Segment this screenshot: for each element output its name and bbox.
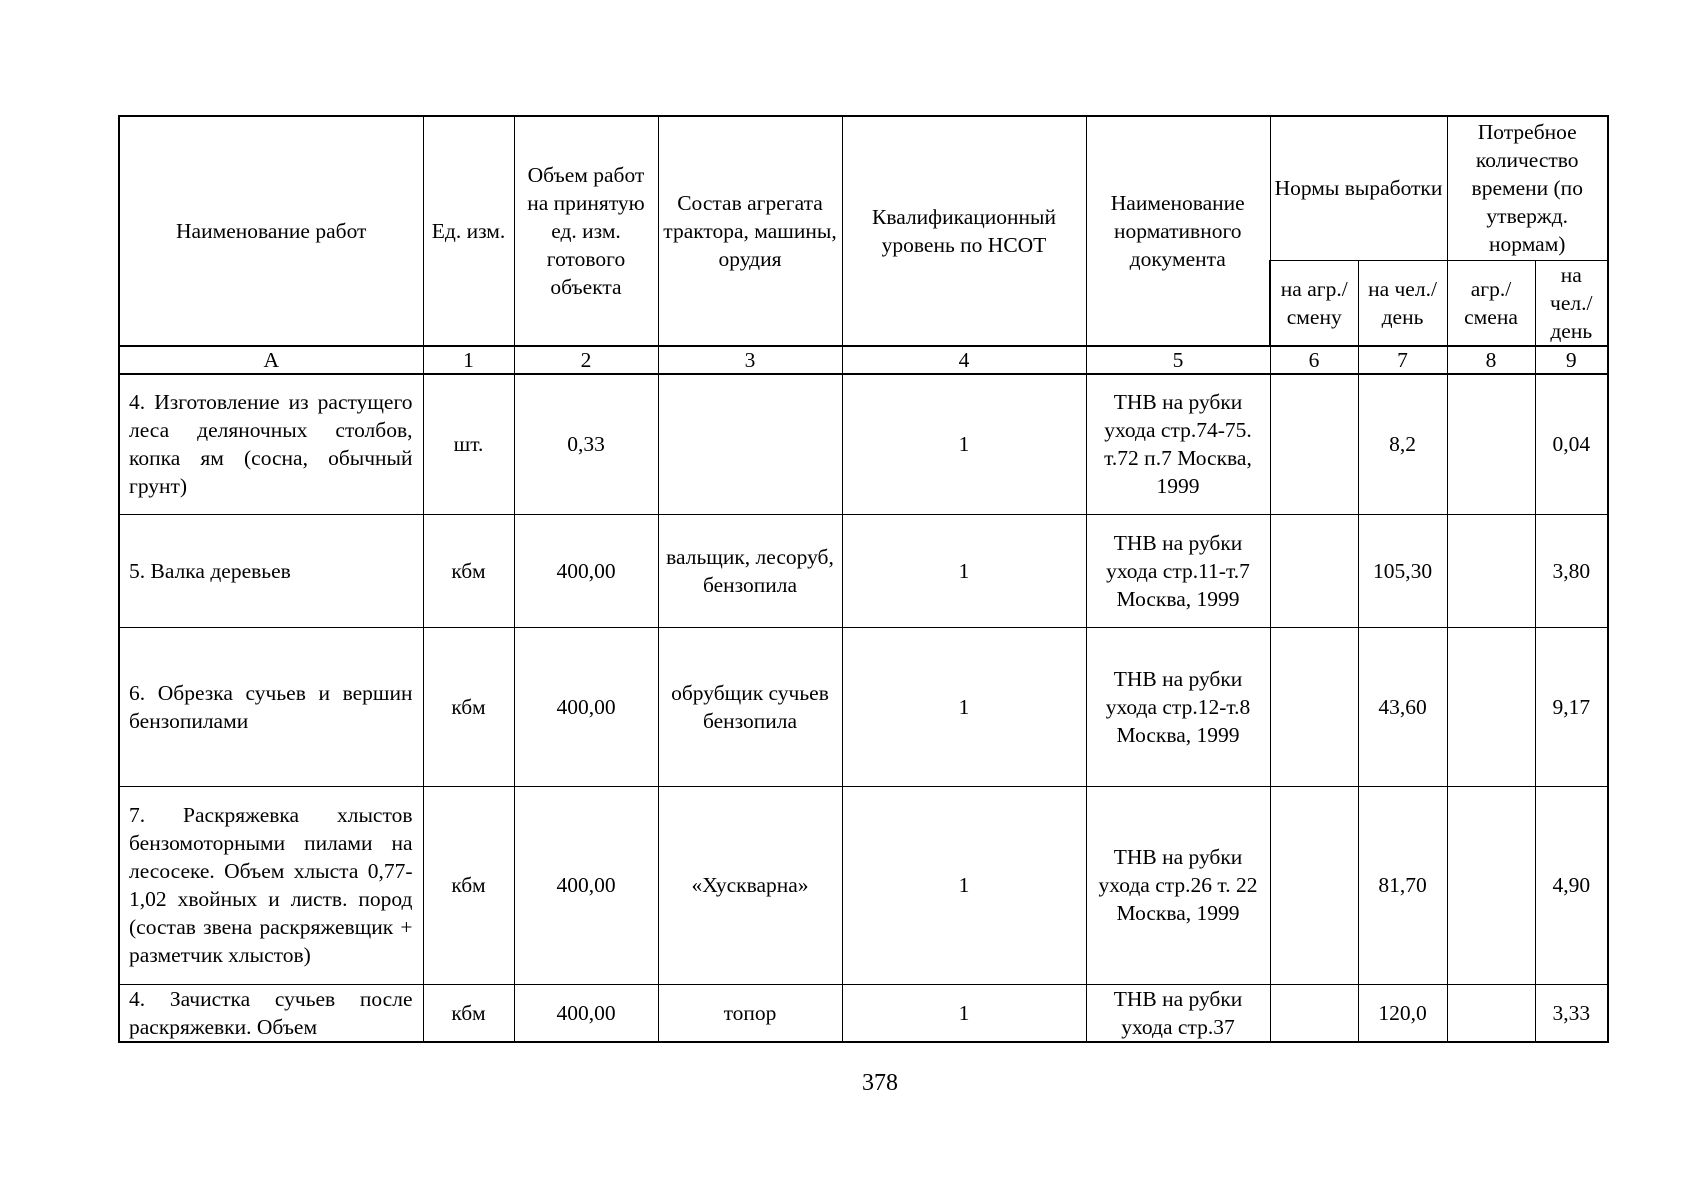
cell-aggregate: обрубщик сучьев бензопила — [658, 627, 842, 786]
cell-norm-per-agg — [1270, 627, 1358, 786]
cell-work-name: 4. Зачистка сучьев после раскряжевки. Объем — [119, 984, 423, 1042]
cell-volume: 400,00 — [514, 984, 658, 1042]
cell-unit: кбм — [423, 514, 514, 627]
cell-qualification: 1 — [842, 374, 1086, 514]
cell-volume: 400,00 — [514, 514, 658, 627]
cell-unit: кбм — [423, 627, 514, 786]
column-number: А — [119, 346, 423, 374]
cell-aggregate: топор — [658, 984, 842, 1042]
cell-time-per-person: 3,80 — [1535, 514, 1608, 627]
cell-norm-per-person: 8,2 — [1358, 374, 1447, 514]
column-number: 3 — [658, 346, 842, 374]
cell-qualification: 1 — [842, 984, 1086, 1042]
column-number: 2 — [514, 346, 658, 374]
cell-volume: 400,00 — [514, 786, 658, 984]
cell-time-per-person: 4,90 — [1535, 786, 1608, 984]
cell-time-per-agg — [1447, 514, 1535, 627]
header-time-per-agg: агр./ смена — [1447, 260, 1535, 346]
header-qualification: Квалификационный уровень по НСОТ — [842, 116, 1086, 346]
column-number: 7 — [1358, 346, 1447, 374]
column-number: 5 — [1086, 346, 1270, 374]
header-row — [119, 116, 1608, 260]
cell-norm-per-person: 81,70 — [1358, 786, 1447, 984]
cell-normative-doc: ТНВ на рубки ухода стр.12-т.8 Москва, 1999 — [1086, 627, 1270, 786]
header-volume: Объем работ на принятую ед. изм. готового объекта — [514, 116, 658, 346]
cell-aggregate: «Хускварна» — [658, 786, 842, 984]
table-row — [119, 374, 1608, 514]
cell-time-per-person: 9,17 — [1535, 627, 1608, 786]
cell-norm-per-agg — [1270, 984, 1358, 1042]
column-number: 8 — [1447, 346, 1535, 374]
header-unit: Ед. изм. — [423, 116, 514, 346]
header-output-per-agg: на агр./ смену — [1270, 260, 1358, 346]
column-number-row — [119, 346, 1608, 374]
cell-unit: кбм — [423, 786, 514, 984]
cell-qualification: 1 — [842, 786, 1086, 984]
cell-time-per-person: 0,04 — [1535, 374, 1608, 514]
column-number: 9 — [1535, 346, 1608, 374]
cell-time-per-agg — [1447, 984, 1535, 1042]
header-time-per-person: на чел./ день — [1535, 260, 1608, 346]
table-row — [119, 786, 1608, 984]
cell-time-per-agg — [1447, 627, 1535, 786]
cell-normative-doc: ТНВ на рубки ухода стр.26 т. 22 Москва, 1999 — [1086, 786, 1270, 984]
cell-normative-doc: ТНВ на рубки ухода стр.37 — [1086, 984, 1270, 1042]
cell-time-per-agg — [1447, 374, 1535, 514]
cell-work-name: 5. Валка деревьев — [119, 514, 423, 627]
cell-normative-doc: ТНВ на рубки ухода стр.11-т.7 Москва, 1999 — [1086, 514, 1270, 627]
cell-norm-per-person: 43,60 — [1358, 627, 1447, 786]
cell-unit: шт. — [423, 374, 514, 514]
cell-aggregate — [658, 374, 842, 514]
header-output-per-person: на чел./ день — [1358, 260, 1447, 346]
work-norms-table — [118, 115, 1609, 1043]
column-number: 1 — [423, 346, 514, 374]
header-aggregate: Состав агрегата трактора, машины, орудия — [658, 116, 842, 346]
cell-volume: 0,33 — [514, 374, 658, 514]
cell-norm-per-agg — [1270, 374, 1358, 514]
cell-norm-per-person: 120,0 — [1358, 984, 1447, 1042]
column-number: 6 — [1270, 346, 1358, 374]
header-normative-doc: Наименование нормативного документа — [1086, 116, 1270, 346]
cell-work-name: 6. Обрезка сучьев и вершин бензопилами — [119, 627, 423, 786]
cell-qualification: 1 — [842, 627, 1086, 786]
cell-work-name: 7. Раскряжевка хлыстов бензомоторными пилами на лесосеке. Объем хлыста 0,77-1,02 хвойных и листв. пород (состав звена раскряжевщик + разметчик хлыстов) — [119, 786, 423, 984]
cell-norm-per-person: 105,30 — [1358, 514, 1447, 627]
cell-work-name: 4. Изготовление из растущего леса деляночных столбов, копка ям (сосна, обычный грунт) — [119, 374, 423, 514]
cell-volume: 400,00 — [514, 627, 658, 786]
page-number: 378 — [862, 1070, 898, 1096]
table-row — [119, 514, 1608, 627]
cell-unit: кбм — [423, 984, 514, 1042]
table-row — [119, 984, 1608, 1042]
cell-normative-doc: ТНВ на рубки ухода стр.74-75. т.72 п.7 Москва, 1999 — [1086, 374, 1270, 514]
header-time-needed: Потребное количество времени (по утвержд. нормам) — [1447, 116, 1608, 260]
table-row — [119, 627, 1608, 786]
column-number: 4 — [842, 346, 1086, 374]
cell-aggregate: вальщик, лесоруб, бензопила — [658, 514, 842, 627]
header-work-name: Наименование работ — [119, 116, 423, 346]
header-output-norms: Нормы выработки — [1270, 116, 1447, 260]
cell-norm-per-agg — [1270, 514, 1358, 627]
cell-time-per-agg — [1447, 786, 1535, 984]
cell-qualification: 1 — [842, 514, 1086, 627]
cell-time-per-person: 3,33 — [1535, 984, 1608, 1042]
cell-norm-per-agg — [1270, 786, 1358, 984]
